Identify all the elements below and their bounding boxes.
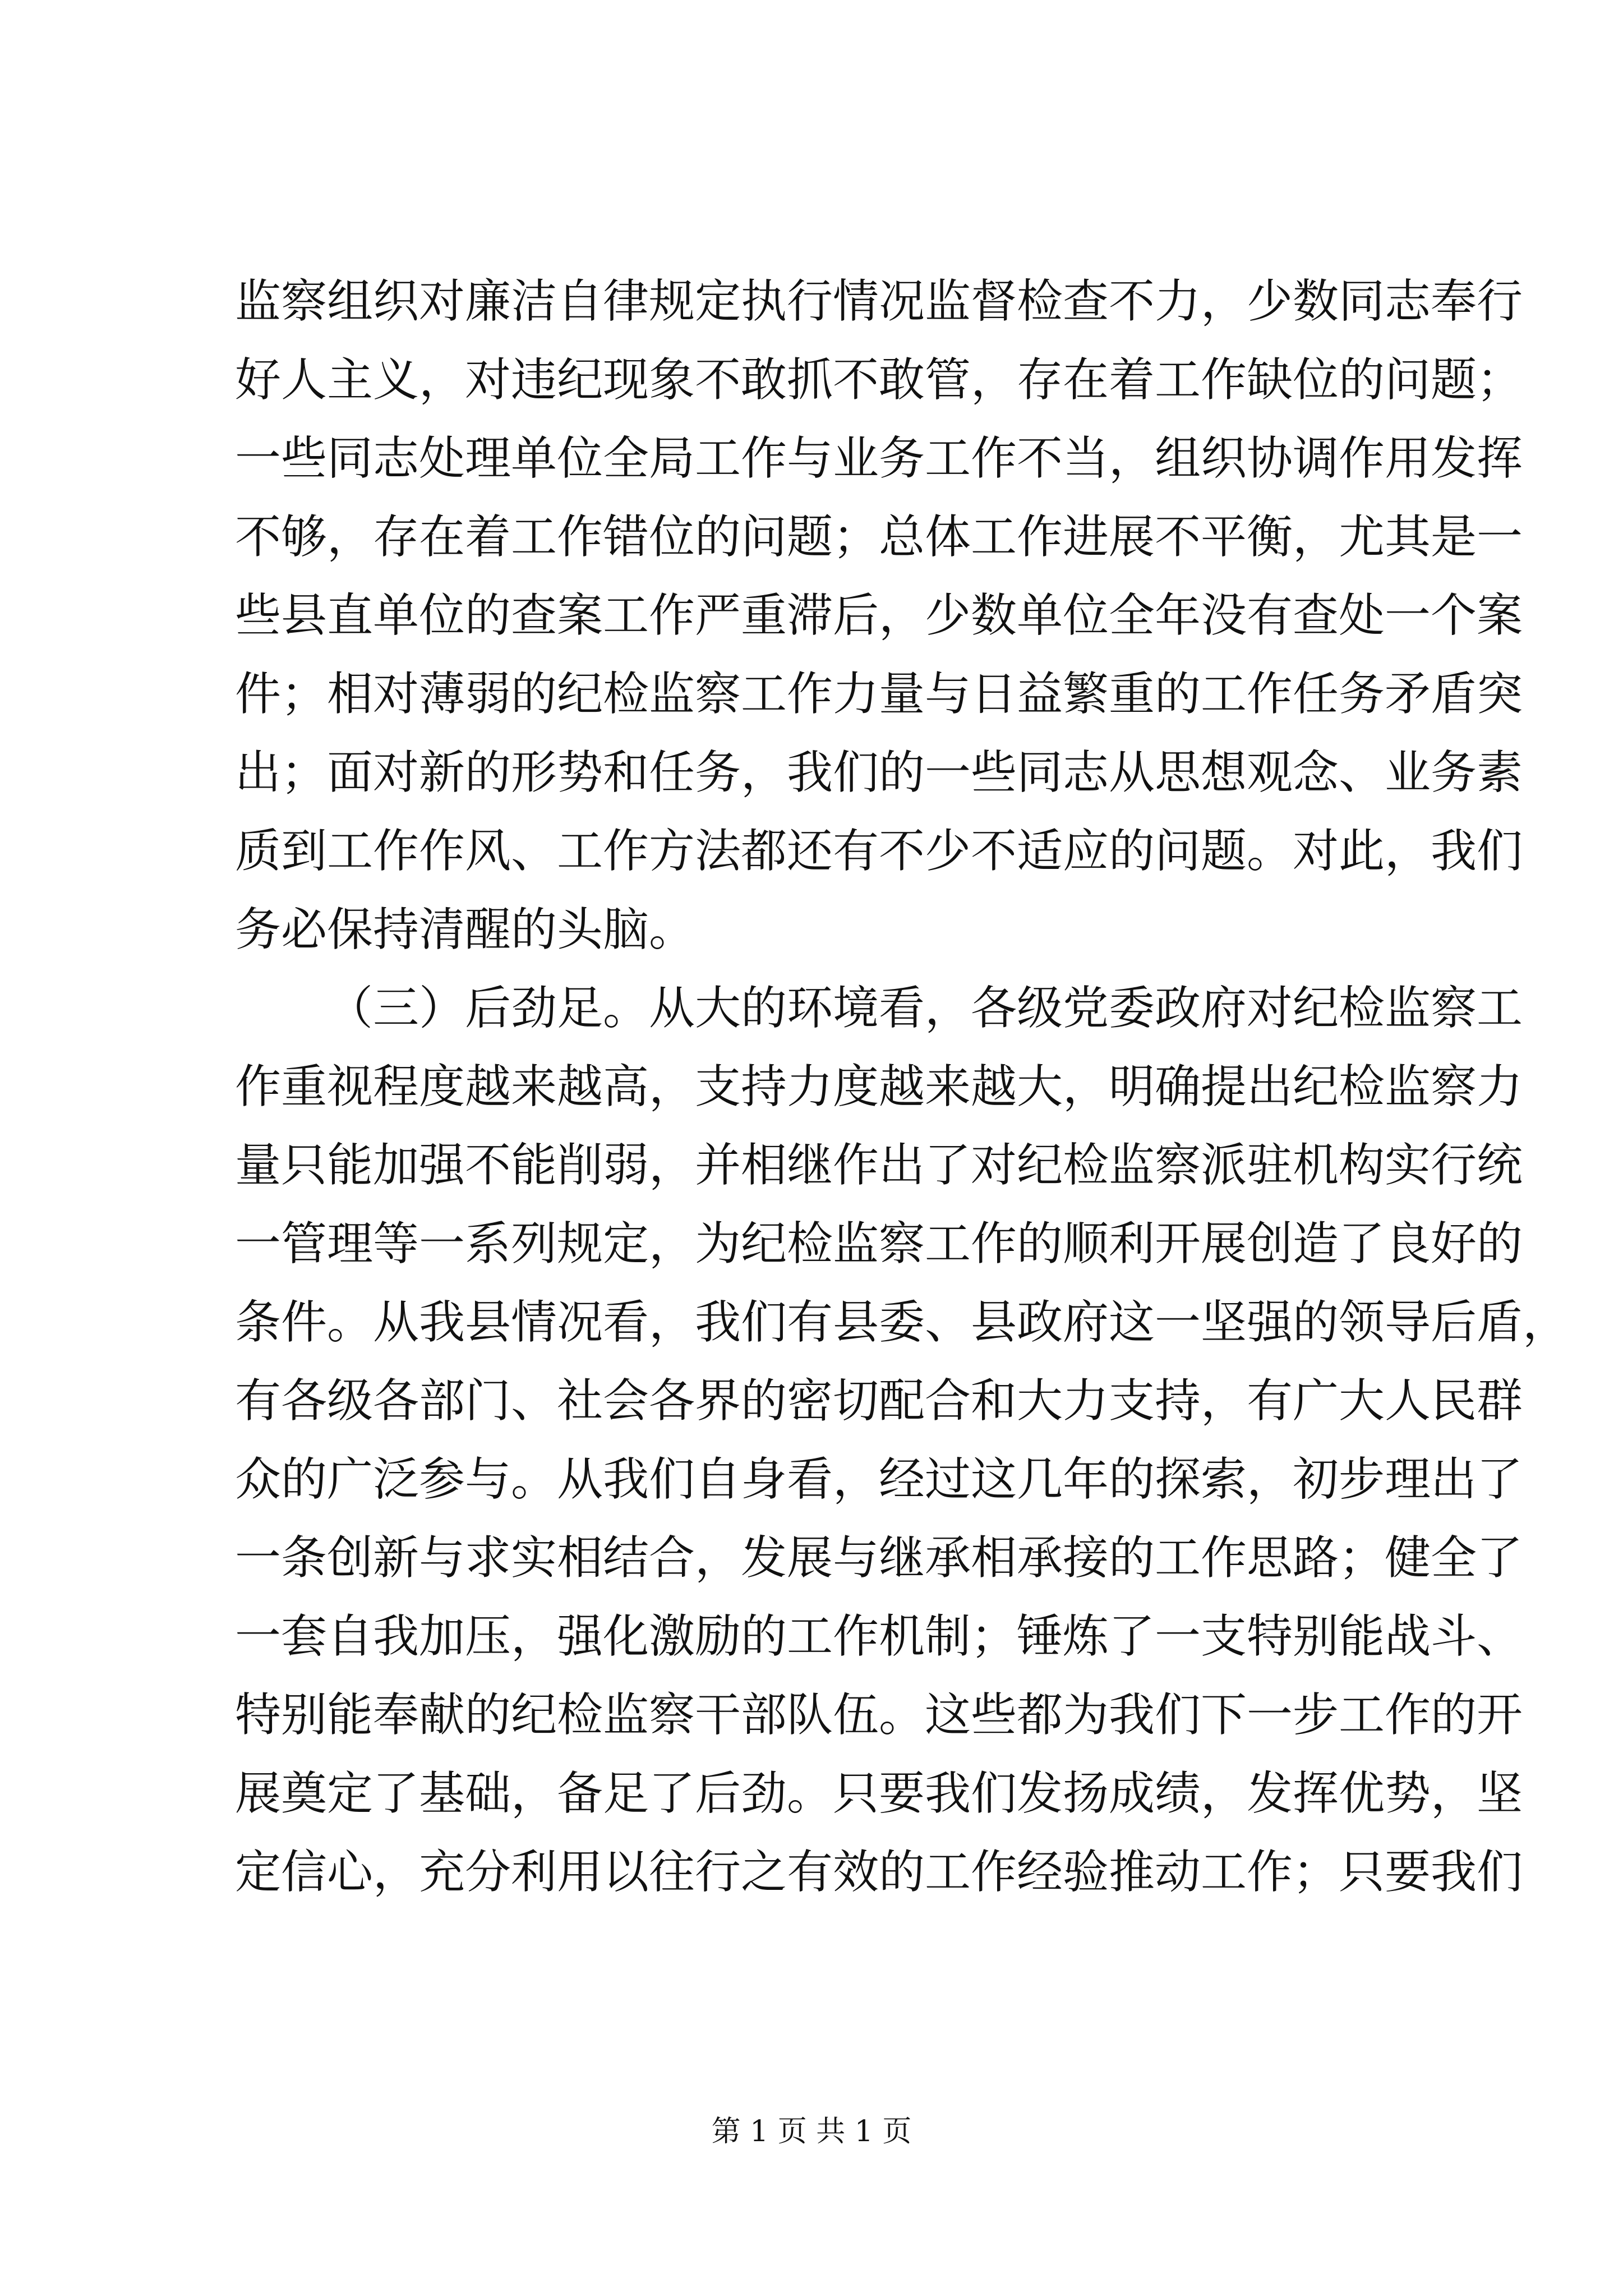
text-line: 一管理等一系列规定，为纪检监察工作的顺利开展创造了良好的 <box>235 1217 1523 1271</box>
text-line: 特别能奉献的纪检监察干部队伍。这些都为我们下一步工作的开 <box>235 1688 1523 1742</box>
text-line: 好人主义，对违纪现象不敢抓不敢管，存在着工作缺位的问题； <box>235 353 1523 407</box>
text-line: 展奠定了基础，备足了后劲。只要我们发扬成绩，发挥优势，坚 <box>235 1767 1523 1820</box>
text-line: 定信心，充分利用以往行之有效的工作经验推动工作；只要我们 <box>235 1846 1523 1899</box>
text-line: 一些同志处理单位全局工作与业务工作不当，组织协调作用发挥 <box>235 432 1523 485</box>
text-line: 一套自我加压，强化激励的工作机制；锤炼了一支特别能战斗、 <box>235 1610 1523 1663</box>
text-line: 出；面对新的形势和任务，我们的一些同志从思想观念、业务素 <box>235 746 1523 799</box>
page-number-footer: 第 1 页 共 1 页 <box>711 2115 912 2148</box>
text-line: 质到工作作风、工作方法都还有不少不适应的问题。对此，我们 <box>235 825 1523 878</box>
text-line: 条件。从我县情况看，我们有县委、县政府这一坚强的领导后盾， <box>235 1296 1569 1349</box>
text-line: 一条创新与求实相结合，发展与继承相承接的工作思路；健全了 <box>235 1531 1523 1585</box>
text-line: 量只能加强不能削弱，并相继作出了对纪检监察派驻机构实行统 <box>235 1139 1523 1192</box>
text-line: 有各级各部门、社会各界的密切配合和大力支持，有广大人民群 <box>235 1374 1523 1428</box>
text-line: 些县直单位的查案工作严重滞后，少数单位全年没有查处一个案 <box>235 589 1523 642</box>
text-line: 不够，存在着工作错位的问题；总体工作进展不平衡，尤其是一 <box>235 510 1523 564</box>
text-line: 监察组织对廉洁自律规定执行情况监督检查不力，少数同志奉行 <box>235 275 1523 328</box>
text-line: 众的广泛参与。从我们自身看，经过这几年的探索，初步理出了 <box>235 1453 1523 1506</box>
body-text <box>235 263 1569 1912</box>
text-line: 件；相对薄弱的纪检监察工作力量与日益繁重的工作任务矛盾突 <box>235 668 1523 721</box>
text-line: 作重视程度越来越高，支持力度越来越大，明确提出纪检监察力 <box>235 1060 1523 1114</box>
section-heading-line: （三）后劲足。从大的环境看，各级党委政府对纪检监察工 <box>327 982 1523 1035</box>
text-line: 务必保持清醒的头脑。 <box>235 903 695 956</box>
